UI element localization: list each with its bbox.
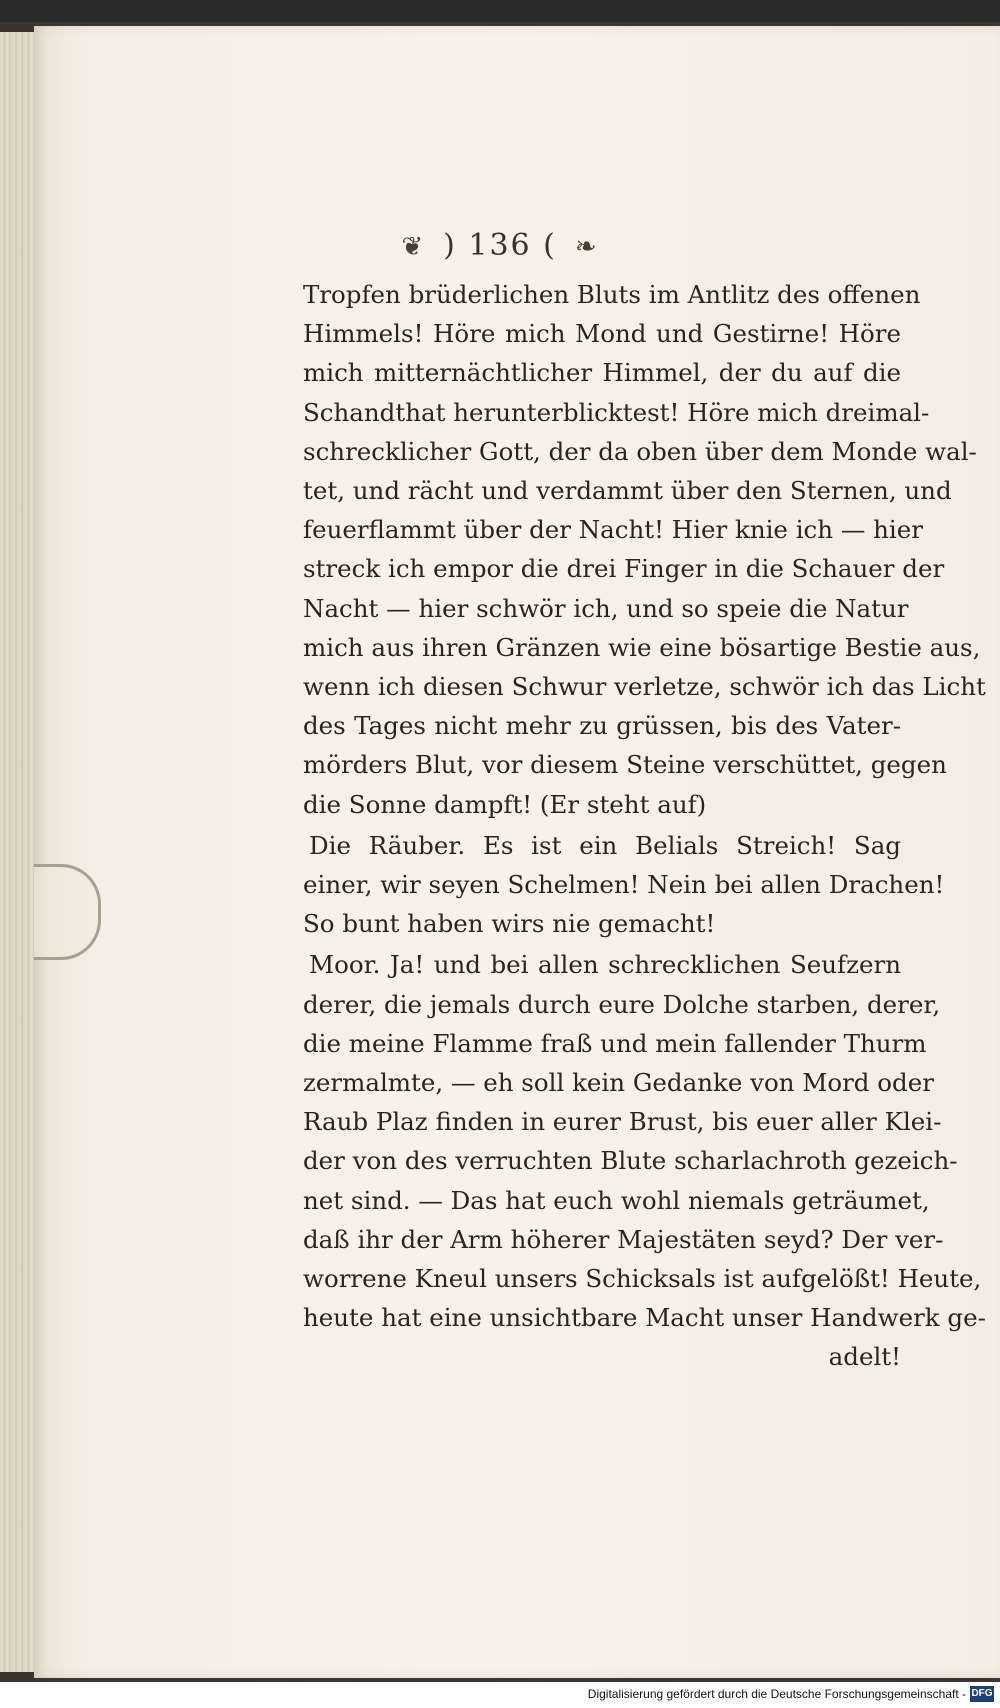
footer	[0, 1682, 1000, 1708]
top-border	[0, 0, 1000, 22]
text-line: einer, wir seyen Schelmen! Nein bei allen Drachen!	[303, 870, 945, 900]
text-line: Schandthat herunterblicktest! Höre mich dreimal-	[303, 397, 930, 427]
text-line: adelt!	[828, 1342, 901, 1372]
text-line: Die Räuber. Es ist ein Belials Streich! Sag	[309, 830, 901, 860]
text-line: So bunt haben wirs nie gemacht!	[303, 909, 716, 939]
page-text	[303, 275, 986, 1377]
text-line: wenn ich diesen Schwur verletze, schwör ich das Licht	[303, 672, 986, 702]
text-line: des Tages nicht mehr zu grüssen, bis des Vater-	[303, 711, 901, 741]
text-line: worrene Kneul unsers Schicksals ist aufgelößt! Heute,	[303, 1264, 982, 1294]
text-line: feuerflammt über der Nacht! Hier knie ich — hier	[303, 515, 923, 545]
page-header	[0, 228, 1000, 263]
text-line: net sind. — Das hat euch wohl niemals geträumet,	[303, 1185, 930, 1215]
text-line: Moor. Ja! und bei allen schrecklichen Seufzern	[309, 950, 901, 980]
text-line: streck ich empor die drei Finger in die Schauer der	[303, 554, 945, 584]
text-line: schrecklicher Gott, der da oben über dem Monde wal-	[303, 436, 977, 466]
text-line: heute hat eine unsichtbare Macht unser Handwerk ge-	[303, 1303, 986, 1333]
text-line: die meine Flamme fraß und mein fallender Thurm	[303, 1028, 927, 1058]
page-clip	[34, 864, 101, 960]
text-line: tet, und rächt und verdammt über den Sternen, und	[303, 476, 952, 506]
dfg-logo: DFG	[970, 1686, 994, 1702]
left-ornament-icon: ❦	[401, 232, 426, 262]
text-line: die Sonne dampft! (Er steht auf)	[303, 789, 707, 819]
funding-credit: Digitalisierung gefördert durch die Deutsche Forschungsgemeinschaft -	[587, 1687, 966, 1701]
text-line: zermalmte, — eh soll kein Gedanke von Mord oder	[303, 1068, 934, 1098]
text-line: daß ihr der Arm höherer Majestäten seyd? Der ver-	[303, 1224, 944, 1254]
text-line: derer, die jemals durch eure Dolche starben, derer,	[303, 989, 941, 1019]
right-ornament-icon: ❧	[574, 232, 599, 262]
text-line: Raub Plaz finden in eurer Brust, bis euer aller Klei-	[303, 1107, 942, 1137]
text-line: mich aus ihren Gränzen wie eine bösartige Bestie aus,	[303, 632, 981, 662]
page-number: ) 136 (	[443, 228, 557, 263]
text-line: mich mitternächtlicher Himmel, der du auf die	[303, 358, 901, 388]
text-line: Tropfen brüderlichen Bluts im Antlitz des offenen	[303, 280, 921, 309]
text-line: Nacht — hier schwör ich, und so speie die Natur	[303, 593, 909, 623]
text-line: der von des verruchten Blute scharlachroth gezeich-	[303, 1146, 958, 1176]
text-line: mörders Blut, vor diesem Steine verschüttet, gegen	[303, 750, 947, 780]
text-line: Himmels! Höre mich Mond und Gestirne! Höre	[303, 319, 901, 349]
